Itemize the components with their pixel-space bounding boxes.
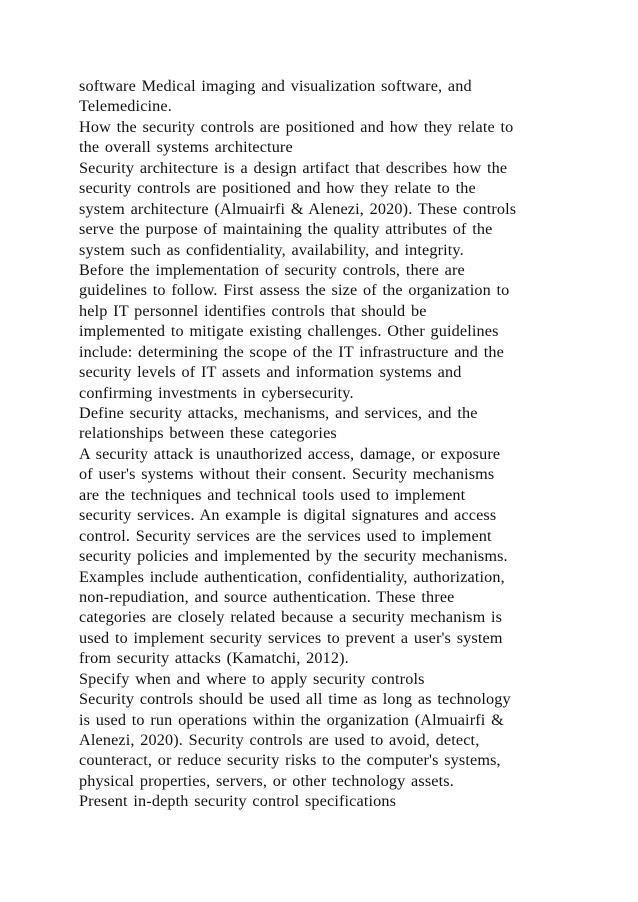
text-line: non-repudiation, and source authentication. These three — [79, 587, 455, 606]
text-line: security services. An example is digital signatures and access — [79, 506, 497, 525]
text-line: implemented to mitigate existing challenges. Other guidelines — [79, 322, 499, 341]
text-line: categories are closely related because a security mechanism is — [79, 608, 503, 627]
text-line: Security controls should be used all time as long as technology — [79, 690, 511, 709]
text-line: system such as confidentiality, availability, and integrity. — [79, 240, 464, 259]
text-line: the overall systems architecture — [79, 138, 293, 157]
document-body-text — [79, 76, 579, 812]
text-line: Security architecture is a design artifact that describes how the — [79, 158, 508, 177]
text-line: Define security attacks, mechanisms, and services, and the — [79, 404, 478, 422]
text-line: from security attacks (Kamatchi, 2012). — [79, 649, 349, 668]
text-line: Present in-depth security control specifications — [79, 792, 397, 811]
text-line: system architecture (Almuairfi & Alenezi, 2020). These controls — [79, 199, 517, 218]
text-line: How the security controls are positioned and how they relate to — [79, 117, 514, 136]
text-line: counteract, or reduce security risks to the computer's systems, — [79, 751, 501, 770]
text-line: include: determining the scope of the IT infrastructure and the — [79, 342, 504, 361]
text-line: help IT personnel identifies controls that should be — [79, 301, 427, 320]
text-line: Specify when and where to apply security controls — [79, 669, 425, 688]
text-line: control. Security services are the services used to implement — [79, 526, 492, 545]
text-line: security policies and implemented by the security mechanisms. — [79, 547, 508, 566]
text-line: security levels of IT assets and information systems and — [79, 363, 462, 382]
text-line: are the techniques and technical tools used to implement — [79, 485, 466, 504]
text-line: used to implement security services to prevent a user's system — [79, 628, 503, 647]
text-line: Alenezi, 2020). Security controls are used to avoid, detect, — [79, 731, 480, 749]
text-line: of user's systems without their consent. Security mechanisms — [79, 465, 495, 484]
text-line: Before the implementation of security controls, there are — [79, 260, 465, 279]
text-line: serve the purpose of maintaining the quality attributes of the — [79, 220, 493, 239]
text-line: guidelines to follow. First assess the size of the organization to — [79, 281, 510, 300]
text-line: is used to run operations within the organization (Almuairfi & — [79, 710, 504, 729]
text-line: Telemedicine. — [79, 97, 172, 116]
text-line: security controls are positioned and how they relate to the — [79, 179, 476, 198]
text-line: Examples include authentication, confidentiality, authorization, — [79, 567, 505, 586]
text-line: A security attack is unauthorized access, damage, or exposure — [79, 444, 501, 463]
text-line: software Medical imaging and visualization software, and — [79, 77, 472, 95]
text-line: relationships between these categories — [79, 424, 337, 443]
text-line: confirming investments in cybersecurity. — [79, 383, 354, 402]
text-line: physical properties, servers, or other technology assets. — [79, 771, 454, 790]
